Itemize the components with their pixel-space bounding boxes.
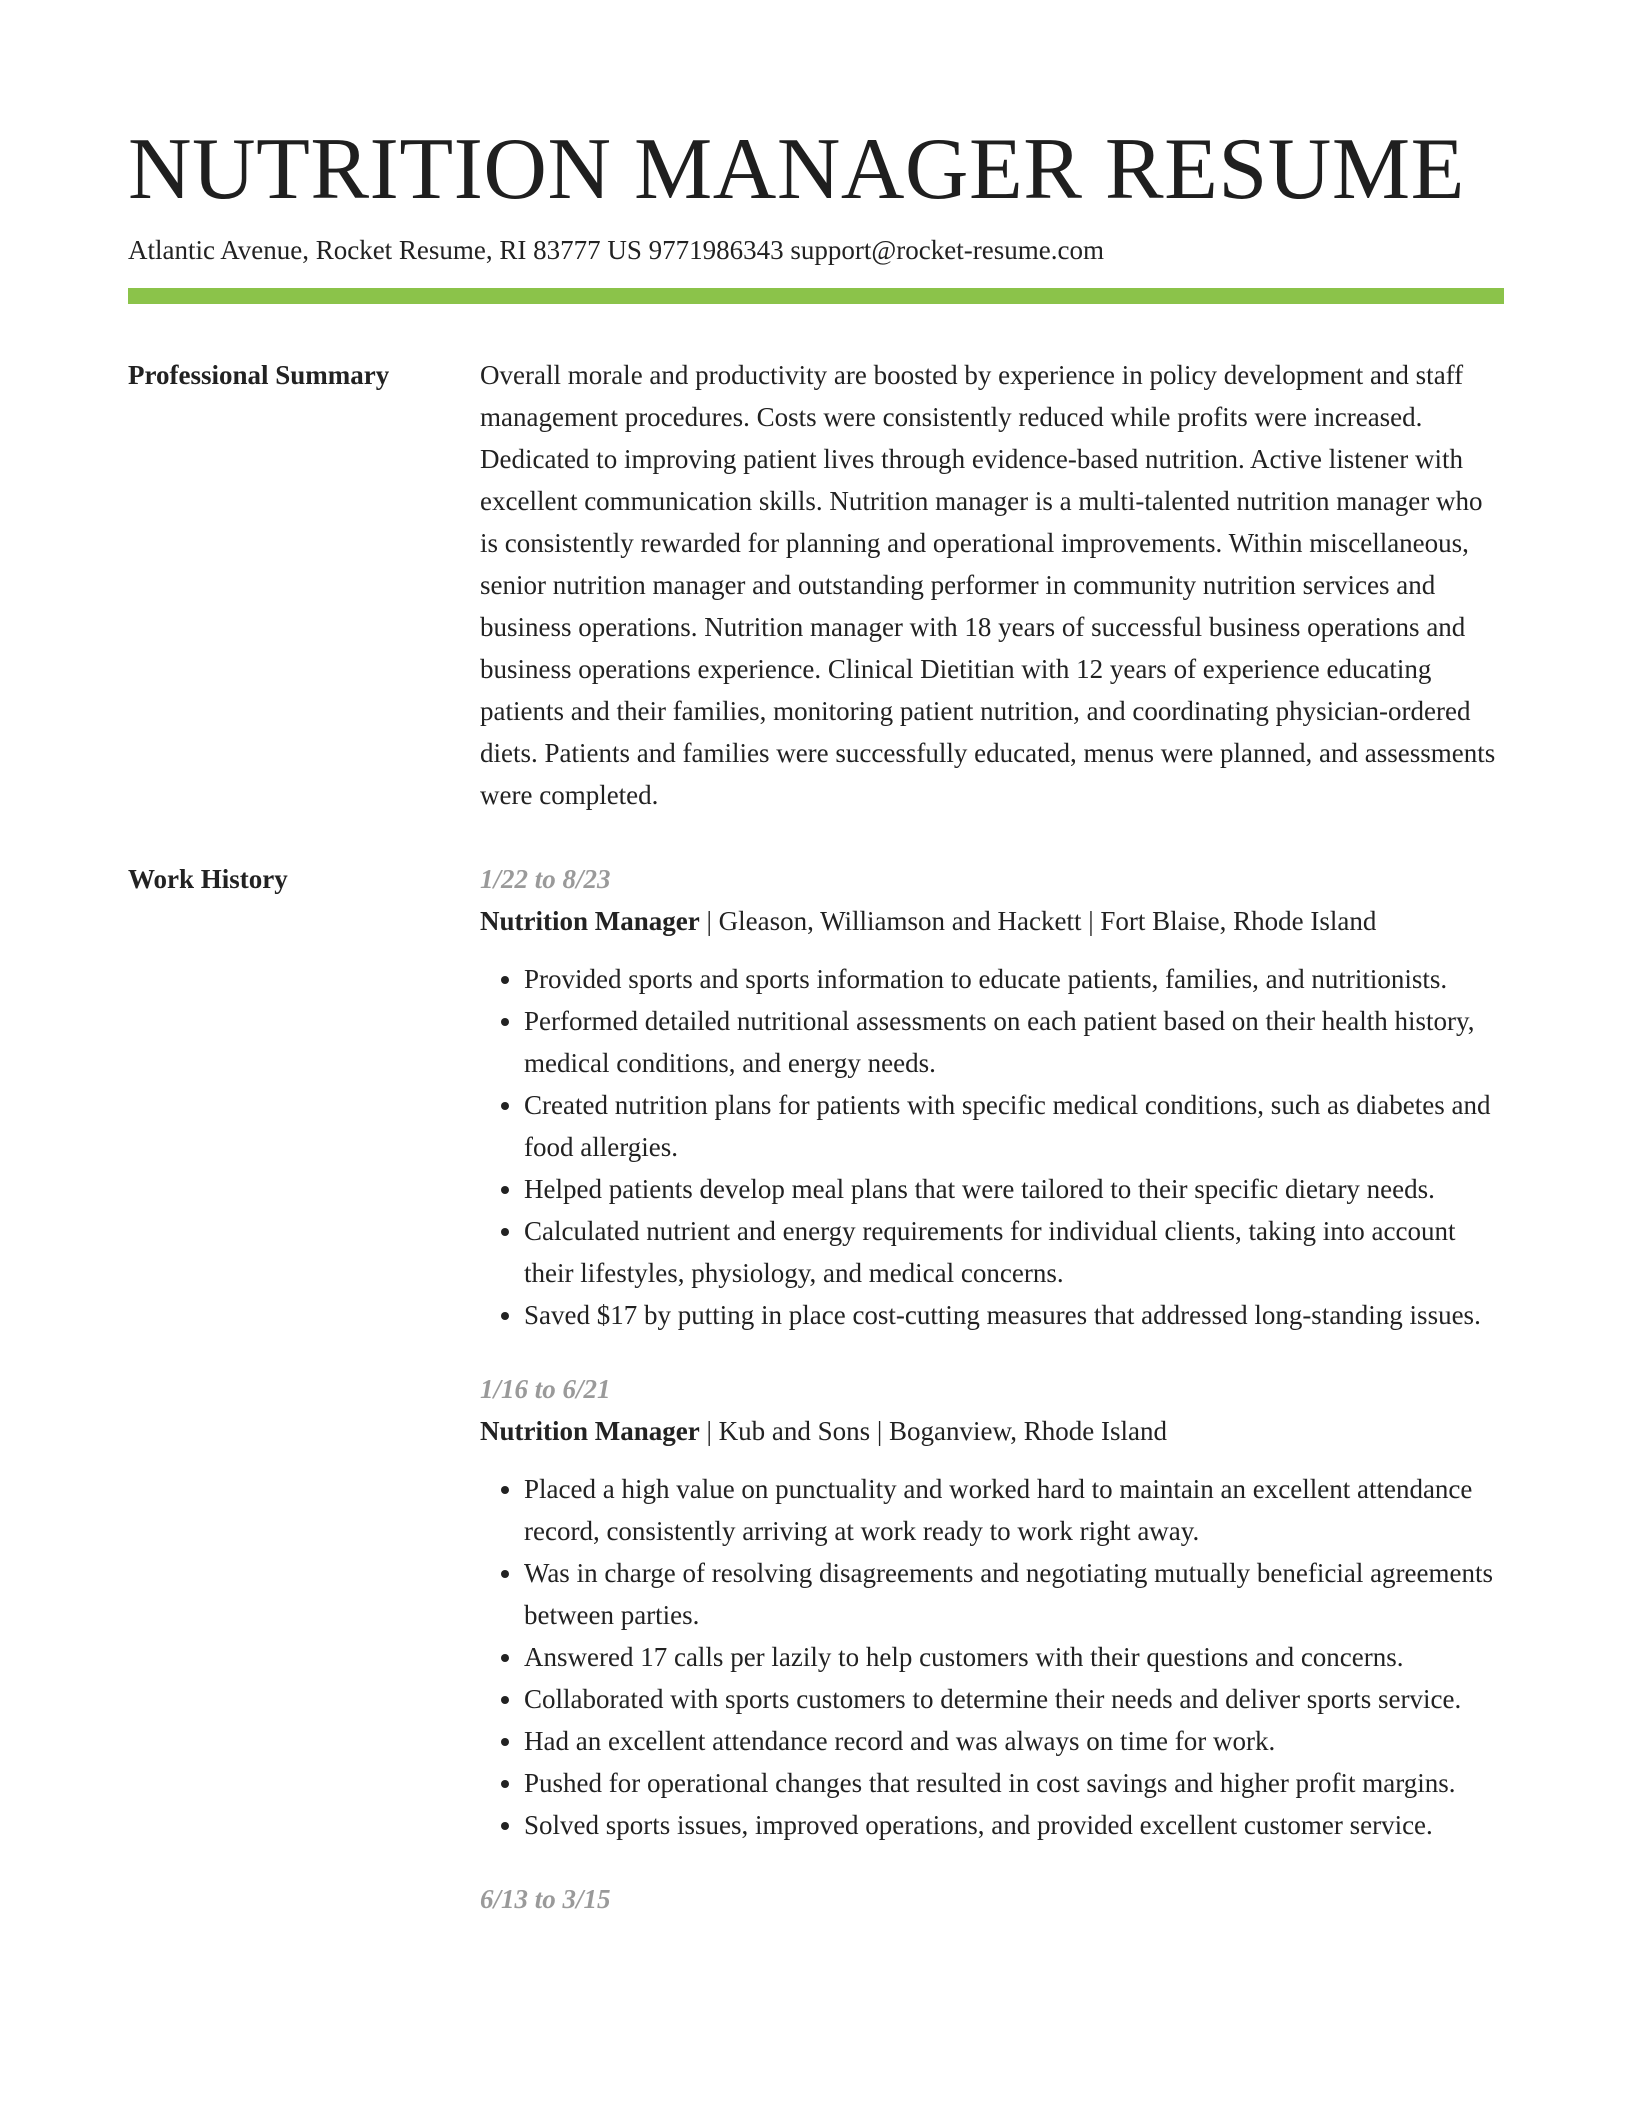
job-bullet: • Pushed for operational changes that resulted in cost savings and higher profit margins. xyxy=(524,1762,1504,1804)
job-bullet-list xyxy=(480,1468,1504,1846)
job-title: Nutrition Manager xyxy=(480,1416,700,1446)
job-bullet: • Placed a high value on punctuality and worked hard to maintain an excellent attendance record, consistently arriving at work ready to work right away. xyxy=(524,1468,1504,1552)
job-bullet: • Answered 17 calls per lazily to help customers with their questions and concerns. xyxy=(524,1636,1504,1678)
resume-title: NUTRITION MANAGER RESUME xyxy=(128,121,1465,218)
job-bullet-list xyxy=(480,958,1504,1336)
work-history-section xyxy=(128,858,1504,1920)
summary-text: Overall morale and productivity are boosted by experience in policy development and staff management procedures. Costs were consistently reduced while profits were increased. Dedicated to improving patient lives through evidence-based nutrition. Active listener with excellent communication skills. Nutrition manager is a multi-talented nutrition manager who is consistently rewarded for planning and operational improvements. Within miscellaneous, senior nutrition manager and outstanding performer in community nutrition services and business operations. Nutrition manager with 18 years of successful business operations and business operations experience. Clinical Dietitian with 12 years of experience educating patients and their families, monitoring patient nutrition, and coordinating physician-ordered diets. Patients and families were successfully educated, menus were planned, and assessments were completed. xyxy=(480,360,1496,810)
section-heading: Professional Summary xyxy=(128,360,390,390)
job-dates: 1/22 to 8/23 xyxy=(480,864,611,894)
section-content xyxy=(480,858,1504,1920)
job-bullet: • Calculated nutrient and energy requirements for individual clients, taking into account their lifestyles, physiology, and medical concerns. xyxy=(524,1210,1504,1294)
accent-divider xyxy=(128,288,1504,304)
job-entry xyxy=(480,1878,1504,1920)
resume-page xyxy=(128,120,1504,1920)
job-details: | Gleason, Williamson and Hackett | Fort Blaise, Rhode Island xyxy=(699,906,1377,936)
job-dates: 6/13 to 3/15 xyxy=(480,1884,611,1914)
section-heading: Work History xyxy=(128,864,288,894)
job-header xyxy=(480,1410,1504,1452)
job-bullet: • Had an excellent attendance record and was always on time for work. xyxy=(524,1720,1504,1762)
job-bullet: • Solved sports issues, improved operations, and provided excellent customer service. xyxy=(524,1804,1504,1846)
job-bullet: • Performed detailed nutritional assessments on each patient based on their health history, medical conditions, and energy needs. xyxy=(524,1000,1504,1084)
job-entry xyxy=(480,858,1504,1336)
job-bullet: • Provided sports and sports information to educate patients, families, and nutritionists. xyxy=(524,958,1504,1000)
section-content xyxy=(480,354,1504,816)
job-details: | Kub and Sons | Boganview, Rhode Island xyxy=(699,1416,1167,1446)
job-title: Nutrition Manager xyxy=(480,906,700,936)
job-dates: 1/16 to 6/21 xyxy=(480,1374,611,1404)
job-bullet: • Was in charge of resolving disagreements and negotiating mutually beneficial agreements between parties. xyxy=(524,1552,1504,1636)
job-bullet: • Saved $17 by putting in place cost-cutting measures that addressed long-standing issues. xyxy=(524,1294,1504,1336)
contact-line: Atlantic Avenue, Rocket Resume, RI 83777 US 9771986343 support@rocket-resume.com xyxy=(128,235,1104,265)
job-entry xyxy=(480,1368,1504,1846)
professional-summary-section xyxy=(128,354,1504,816)
job-header xyxy=(480,900,1504,942)
job-bullet: • Helped patients develop meal plans that were tailored to their specific dietary needs. xyxy=(524,1168,1504,1210)
job-bullet: • Created nutrition plans for patients with specific medical conditions, such as diabetes and food allergies. xyxy=(524,1084,1504,1168)
job-bullet: • Collaborated with sports customers to determine their needs and deliver sports service. xyxy=(524,1678,1504,1720)
